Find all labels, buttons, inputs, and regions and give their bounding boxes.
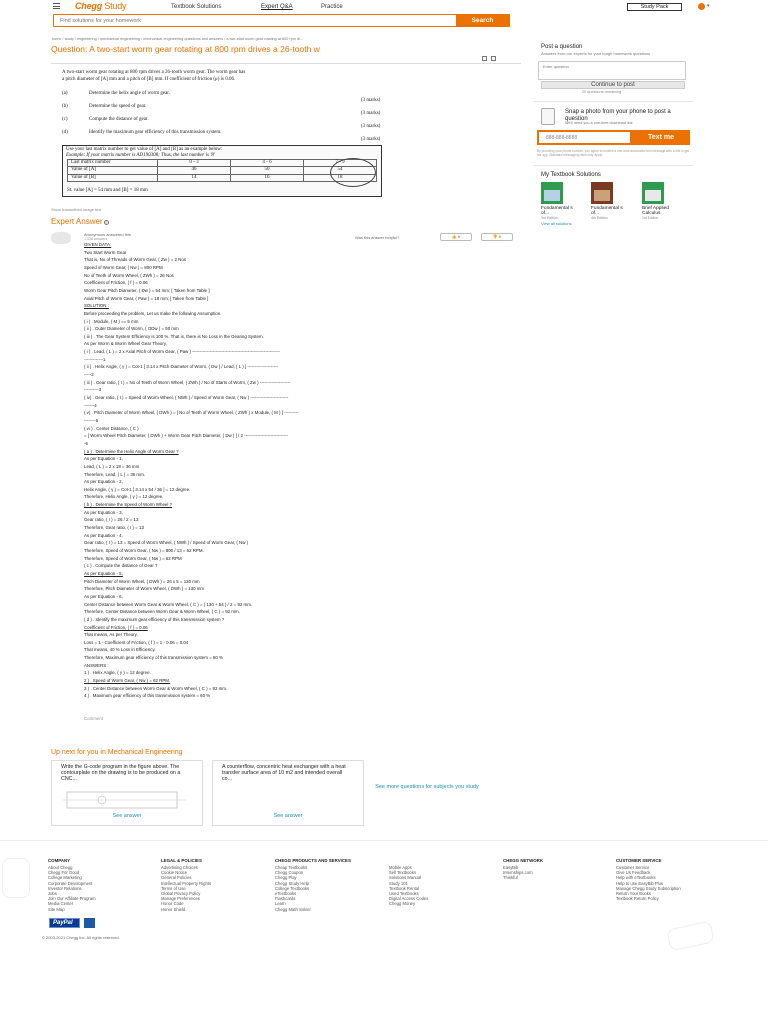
answer-line: That means, 40 % Loss in Efficiency. xyxy=(84,647,156,653)
phone-number-input[interactable] xyxy=(537,130,632,145)
answer-line: As per Equation - 4, xyxy=(84,532,123,538)
more-questions-card[interactable] xyxy=(365,760,489,826)
answer-line: As per Worm & Worm Wheel Gear Theory, xyxy=(84,341,167,347)
search-input[interactable] xyxy=(56,16,456,26)
footer-link[interactable]: Investor Relations xyxy=(48,885,82,891)
expert-answer-heading xyxy=(51,217,109,227)
textbook-solutions-heading: My Textbook Solutions xyxy=(541,172,601,178)
footer-link[interactable]: Join Our Affiliate Program xyxy=(48,896,96,902)
part-c-marks: (3 marks) xyxy=(361,124,381,129)
divider xyxy=(51,63,521,64)
answer-line: ( d ) . Identify the maximum gear efficiency of this transmission system ? xyxy=(84,616,225,622)
answer-line: ANSWERS : xyxy=(84,662,109,668)
footer-column-heading: CHEGG PRODUCTS AND SERVICES xyxy=(275,858,351,863)
textbook-title[interactable]: Fundamental s of... xyxy=(541,206,573,217)
answer-line: ( i ) . Module, ( M ) == 5 mm xyxy=(84,318,139,324)
answer-line: ( b ) . Determine the Speed of Worm Wheel ? xyxy=(84,502,173,508)
snap-photo-subtext: We'll send you a one-time download link xyxy=(565,121,633,125)
search-bar xyxy=(53,14,510,27)
answer-line: Helix Angle, ( γ ) = Cot-1 [ 3.14 x 54 / 36 ] = 12 degree. xyxy=(84,486,191,492)
footer-link[interactable]: Internships.com xyxy=(503,870,533,876)
nav-textbook-solutions[interactable]: Textbook Solutions xyxy=(171,4,222,10)
footer-link[interactable]: Advertising Choices xyxy=(161,865,199,870)
footer-link[interactable]: Global Privacy Policy xyxy=(161,891,201,896)
logo-product: Study xyxy=(104,1,127,11)
answerer-name: Anonymous answered this xyxy=(84,232,131,237)
part-d-text: Identify the maximum gear efficiency of this transmission system. xyxy=(89,130,222,135)
hamburger-menu-icon[interactable] xyxy=(53,3,60,9)
question-input-placeholder: Enter question xyxy=(543,64,569,69)
table-cell: 4 - 6 xyxy=(231,160,304,167)
footer-link[interactable]: Honor Shield xyxy=(161,906,186,912)
table-cell: 50 xyxy=(231,167,304,174)
bookmark-icon[interactable] xyxy=(482,56,487,61)
answer-line: Therefore, Lead, ( L ) = 36 mm. xyxy=(84,471,145,477)
thumbs-down-button[interactable] xyxy=(481,233,513,241)
decorative-doodle xyxy=(666,921,715,952)
footer-link[interactable]: Intellectual Property Rights xyxy=(161,880,212,886)
part-c-text: Compute the distance of gear. xyxy=(89,117,149,122)
footer-link[interactable]: About Chegg xyxy=(48,865,73,870)
answer-line: As per Equation - 3, xyxy=(84,509,123,515)
part-d-label: (d) xyxy=(62,130,68,135)
footer-link[interactable]: General Policies xyxy=(161,875,192,881)
answer-line: As per Equation - 2, xyxy=(84,479,123,485)
post-question-heading: Post a question xyxy=(541,44,583,50)
textbook-cover[interactable] xyxy=(591,182,613,204)
down-count: 0 xyxy=(498,234,502,239)
footer-column-heading: LEGAL & POLICIES xyxy=(161,858,202,863)
answer-line: SOLUTION : xyxy=(84,303,109,309)
phone-placeholder: 888-888-8888 xyxy=(546,135,578,141)
footer-link[interactable]: Flashcards xyxy=(275,896,296,902)
question-input[interactable] xyxy=(538,61,686,80)
highlight-circle xyxy=(330,158,376,187)
footer-column-heading: CHEGG NETWORK xyxy=(503,858,544,863)
answer-line: Therefore, Maximum gear efficiency of this transmission system = 60 % xyxy=(84,655,223,661)
answer-line: Therefore, Helix Angle, ( γ ) = 12 degree. xyxy=(84,494,164,500)
footer-link[interactable]: Study 101 xyxy=(389,880,408,886)
footer-link[interactable]: Sell Textbooks xyxy=(389,870,416,876)
footer-link[interactable]: Chegg Play xyxy=(275,875,297,881)
answer-line: = [ Worm Wheel Pitch Diameter, ( DWh ) + Worm Gear Pitch Diameter, ( Dw ) ] / 2 ------------------------------ xyxy=(84,433,288,439)
answer-line: No of Teeth of Worm Wheel, ( ZWh ) = 26 Nos xyxy=(84,272,174,278)
part-d-marks: (3 marks) xyxy=(361,137,381,142)
footer-link[interactable]: Textbook Rental xyxy=(389,885,420,891)
share-icon[interactable] xyxy=(491,56,496,61)
top-bar xyxy=(0,0,768,13)
answer-line: ( ii ) . Outer Diameter of Worm, ( ODw ) = 50 mm xyxy=(84,326,179,332)
footer-link[interactable]: Cheap Textbooks xyxy=(275,865,308,870)
thumbs-up-button[interactable] xyxy=(440,233,472,241)
answer-line: As per Equation - 5, xyxy=(84,570,123,576)
study-pack-button[interactable]: Study Pack xyxy=(627,3,682,11)
footer-link[interactable]: eTextbooks xyxy=(275,891,297,896)
up-next-heading: Up next for you in Mechanical Engineering xyxy=(51,749,183,756)
footer-link[interactable]: Manage Chegg Study Subscription xyxy=(616,885,681,891)
footer-divider xyxy=(0,840,768,841)
question-title: Question: A two-start worm gear rotating at 800 rpm drives a 26-tooth w xyxy=(51,44,320,54)
answer-line: ( iii ) . The Gear System Efficiency is 100 %. That is, there is No Loss in the Gearing System. xyxy=(84,333,264,339)
footer-link[interactable]: Give Us Feedback xyxy=(616,870,651,876)
answer-line: That is, No of Threads of Worm Gear, ( Zw ) = 2 Nos xyxy=(84,257,186,263)
avatar xyxy=(51,232,71,244)
card-text: Write the G-code program in the figure above. The contourplate on the drawing is to be produced on a CNC... xyxy=(61,764,181,783)
answer-line: Worm Gear Pitch Diameter, ( Dw ) = 54 mm; [ Taken from Table ] xyxy=(84,287,210,293)
textbook-edition: 4th Edition xyxy=(591,216,608,220)
show-transcribed-image-link[interactable]: Show transcribed image text xyxy=(51,207,102,212)
table-cell: Last matrix number xyxy=(68,160,158,167)
footer-link[interactable]: Help to use EasyBib Plus xyxy=(616,880,664,886)
bbb-badge-icon xyxy=(84,918,95,928)
answer-line: 1 ) . Helix Angle, ( γ ) = 12 degree. xyxy=(84,670,151,676)
table-cell: 46 xyxy=(158,167,231,174)
footer-link[interactable]: Corporate Development xyxy=(48,880,93,886)
answer-line: Therefore, Gear ratio, ( I ) = 13 xyxy=(84,525,144,531)
footer-link[interactable]: Chegg Study Help xyxy=(275,880,309,886)
footer-link[interactable]: College Marketing xyxy=(48,875,82,881)
question-card[interactable] xyxy=(212,760,364,826)
part-a-text: Determine the helix angle of worm gear. xyxy=(89,91,170,96)
answer-line: --------5 xyxy=(84,417,99,423)
answer-line: Pitch Diameter of Worm Wheel, ( DWh ) = 26 x 5 = 130 mm xyxy=(84,578,200,584)
answer-line: GIVEN DATA: xyxy=(84,242,112,247)
answer-line: 3 ) . Center Distance between Worm Gear & Worm Wheel, ( C ) = 92 mm. xyxy=(84,685,228,691)
footer-link[interactable]: Honor Code xyxy=(161,901,184,907)
answerer-count: 1,538 answers xyxy=(84,237,108,241)
answer-line: Gear ratio, ( I ) = 26 / 2 = 13 xyxy=(84,517,139,523)
part-a-label: (a) xyxy=(62,91,68,96)
thumbs-up-icon: 👍 xyxy=(451,234,457,239)
up-count: 0 xyxy=(457,234,461,239)
answer-line: ( a ) . Determine the Helix Angle of Worm Gear ? xyxy=(84,448,179,454)
table-cell: 54 xyxy=(304,167,377,174)
thumbs-down-icon: 👎 xyxy=(492,234,498,239)
answer-line: Therefore, Pitch Diameter of Worm Wheel, ( DWh ) = 130 mm xyxy=(84,586,205,592)
footer-link[interactable]: Return Your Books xyxy=(616,891,651,896)
question-intro-line-2: a pitch diameter of [A] mm and a pitch of [B] mm. If coefficient of friction (μ) is 0.06. xyxy=(62,77,236,82)
text-me-button[interactable]: Text me xyxy=(632,130,690,145)
answer-line: ( iii ) . Gear ratio, ( I ) = No of Teeth of Worm Wheel, ( ZWh ) / No of Starts of Worm, ( Zw ) --------------------- xyxy=(84,379,291,385)
answer-line: 2 ) . Speed of Worm Gear, ( Nw ) = 62 RPM. xyxy=(84,678,171,684)
card-text: A counterflow, concentric heat exchanger with a heat transfer surface area of 10 m2 and intended overall co... xyxy=(222,764,346,783)
table-footer: St. value [A] = 54 mm and [B] = 18 mm xyxy=(67,188,148,193)
answer-line: As per Equation - 1, xyxy=(84,456,123,462)
answer-line: Loss = 1 - Coefficient of Friction, ( f ) = 1 - 0.06 = 0.04 xyxy=(84,639,189,645)
answer-line: ( vi ) . Center Distance, ( C ) xyxy=(84,425,139,431)
footer-link[interactable]: Terms of Use xyxy=(161,885,186,891)
textbook-edition: 3rd Edition xyxy=(541,216,558,220)
question-intro-line-1: A two-start worm gear rotating at 800 rpm drives a 26-tooth worm gear. The worm gear has xyxy=(62,70,246,75)
footer-link[interactable]: Jobs xyxy=(48,891,57,896)
footer-link[interactable]: Chegg For Good xyxy=(48,870,80,876)
table-cell: 16 xyxy=(231,174,304,181)
see-answer-link[interactable]: See answer xyxy=(112,813,142,819)
answer-line: ( ii ) . Helix Angle, ( γ ) = Cot-1 [ 3.14 x Pitch Diameter of Worm, ( Dw ) / Lead, ( L ) ] --------------------- xyxy=(84,364,279,370)
breadcrumb[interactable]: home / study / engineering / mechanical engineering / mechanical engineering questions and answers / a two-start worm gear rotating at 800 rpm di... xyxy=(52,37,304,41)
footer-link[interactable]: Digital Access Codes xyxy=(389,896,429,902)
post-question-subtext: Answers from our experts for your tough homework questions xyxy=(541,51,651,56)
info-icon[interactable]: i xyxy=(105,220,107,226)
snap-photo-heading: Snap a photo from your phone to post a question xyxy=(565,109,671,122)
answer-line: -6 xyxy=(84,440,88,446)
part-b-marks: (3 marks) xyxy=(361,111,381,116)
footer-link[interactable]: Mobile Apps xyxy=(389,865,412,870)
nav-practice[interactable]: Practice xyxy=(321,4,343,10)
see-answer-link[interactable]: See answer xyxy=(273,813,303,819)
answer-line: ----------3 xyxy=(84,387,102,393)
footer-link[interactable]: Manage Preferences xyxy=(161,896,200,902)
answer-line: ( i ) . Lead, ( L ) = 2 x Axial Pitch of Worm Gear, ( Paw ) ------------------------------------------------------------ xyxy=(84,349,280,355)
paypal-text: PayPal xyxy=(53,920,73,926)
answer-line: Therefore, Center Distance between Worm Gear & Worm Wheel, ( C ) = 92 mm. xyxy=(84,609,240,615)
view-all-solutions-link[interactable]: View all solutions xyxy=(541,221,572,226)
footer-column-heading: COMPANY xyxy=(48,858,71,863)
continue-to-post-button[interactable]: Continue to post xyxy=(541,81,685,89)
footer-link[interactable]: Chegg Math Solver xyxy=(275,906,311,912)
chevron-down-icon[interactable]: ▾ xyxy=(707,3,710,9)
fine-print: By providing your phone number, you agree to receive a one-time automated text message with a link to get the app. Standard messaging rates may apply. xyxy=(537,149,690,157)
answer-line: -------4 xyxy=(84,402,97,408)
table-instruction: Use your last matrix number to get value of [A] and [B] as an example below: xyxy=(66,147,223,152)
answer-line: -------------1 xyxy=(84,356,106,362)
textbook-cover[interactable] xyxy=(541,182,563,204)
comment-link[interactable]: Comment xyxy=(84,716,104,721)
chegg-logo[interactable] xyxy=(75,1,126,12)
expert-answer-title: Expert Answer xyxy=(51,217,103,226)
question-actions xyxy=(482,56,502,62)
divider xyxy=(533,165,693,166)
table-cell: 7 - 9 xyxy=(304,160,377,167)
footer-column-heading: CUSTOMER SERVICE xyxy=(616,858,662,863)
footer-link[interactable]: Chegg Money xyxy=(389,901,416,907)
answer-line: Center Distance between Worm Gear & Worm Wheel, ( C ) = ( 130 + 54 ) / 2 = 92 mm. xyxy=(84,601,253,607)
table-cell: 18 xyxy=(304,174,377,181)
user-avatar-icon[interactable] xyxy=(698,3,705,10)
footer-link[interactable]: EasyBib xyxy=(503,865,519,870)
answer-line: Axial Pitch of Worm Gear, ( Paw ) = 18 mm; [ Taken from Table ] xyxy=(84,295,209,301)
part-c-label: (c) xyxy=(62,117,68,122)
answer-line: Two Start Worm Gear xyxy=(84,249,127,255)
answer-line: ( c ) . Compute the distance of Gear ? xyxy=(84,563,158,569)
phone-icon xyxy=(541,108,555,125)
footer-link[interactable]: Solutions Manual xyxy=(389,875,422,881)
questions-remaining: 20 questions remaining xyxy=(582,90,622,94)
footer-link[interactable]: Media Center xyxy=(48,901,74,907)
footer-link[interactable]: Thinkful xyxy=(503,875,518,881)
textbook-edition: 1st Edition xyxy=(642,216,659,220)
part-b-text: Determine the speed of gear. xyxy=(89,104,147,109)
textbook-cover[interactable] xyxy=(642,182,664,204)
table-cell: Value of [B] xyxy=(68,174,158,181)
answer-line: ( iv) . Gear ratio, ( I ) = Speed of Worm Wheel, ( NWh ) / Speed of Worm Gear, ( Nw ) -------------------------- xyxy=(84,395,289,400)
decorative-doodle xyxy=(2,858,30,898)
answer-line: Speed of Worm Gear, ( Nw ) = 800 RPM xyxy=(84,264,163,270)
paypal-badge xyxy=(49,918,80,928)
table-row xyxy=(68,160,377,167)
answer-line: ( v) . Pitch Diameter of Worm Wheel, ( DWh ) = [ No of Teeth of Worm Wheel, ( ZWh ) x Module, ( M ) ] ---------- xyxy=(84,410,299,416)
answer-line: That means, As per Theory, xyxy=(84,632,138,638)
nav-expert-qa[interactable]: Expert Q&A xyxy=(261,4,293,10)
answer-line: Therefore, Speed of Worm Gear, ( Nw ) = 800 / 13 = 62 RPM. xyxy=(84,548,204,553)
answer-line: Lead, ( L ) = 2 x 18 = 36 mm xyxy=(84,463,140,469)
answer-line: 4 ) . Maximum gear efficiency of this transmission system = 60 % xyxy=(84,693,211,699)
footer-link[interactable]: College Textbooks xyxy=(275,885,310,891)
answer-line: Coefficient of Friction, ( f ) = 0.06 xyxy=(84,624,148,630)
footer-link[interactable]: Textbook Return Policy xyxy=(616,896,659,902)
helpful-prompt: Was this answer helpful? xyxy=(355,235,400,240)
see-more-questions-link[interactable]: See more questions for subjects you study xyxy=(375,784,479,790)
part-b-label: (b) xyxy=(62,104,68,109)
answer-line: As per Equation - 6, xyxy=(84,593,123,599)
table-cell: 0 - 3 xyxy=(158,160,231,167)
table-example: Example: If your matrix number is AD190308; Thus, the last number is '8' xyxy=(66,153,215,158)
footer-link[interactable]: Used Textbooks xyxy=(389,891,419,896)
part-a-marks: (3 marks) xyxy=(361,98,381,103)
answer-line: Before proceeding the problem, Let us make the following Assumption. xyxy=(84,310,222,316)
logo-brand: Chegg xyxy=(75,1,102,11)
copyright: © 2003-2021 Chegg Inc. All rights reserved. xyxy=(42,935,120,940)
matrix-table-box xyxy=(62,145,382,197)
table-cell: 14 xyxy=(158,174,231,181)
answer-line: Coefficient of Friction, ( f ) = 0.06 xyxy=(84,280,148,286)
footer-link[interactable]: Cookie Notice xyxy=(161,870,188,876)
table-cell: Value of [A] xyxy=(68,167,158,174)
footer-link[interactable]: Site Map xyxy=(48,906,65,912)
divider xyxy=(533,101,693,102)
answer-line: Gear ratio, ( I ) = 13 = Speed of Worm Wheel, ( NWh ) / Speed of Worm Gear, ( Nw ) xyxy=(84,540,249,546)
footer-link[interactable]: Customer Service xyxy=(616,865,650,870)
footer-link[interactable]: Help with eTextbooks xyxy=(616,875,656,881)
search-button[interactable]: Search xyxy=(456,15,509,26)
textbook-title[interactable]: Fundamental s of... xyxy=(591,206,623,217)
answer-line: -----2 xyxy=(84,372,94,378)
footer-link[interactable]: Learn xyxy=(275,901,286,907)
answer-line: Therefore, Speed of Worm Gear, ( Nw ) = 62 RPM xyxy=(84,555,182,561)
textbook-title[interactable]: Brief Applied Calculus xyxy=(642,206,669,217)
question-card[interactable] xyxy=(51,760,203,826)
gcode-drawing-icon xyxy=(62,789,192,811)
footer-link[interactable]: Chegg Coupon xyxy=(275,870,304,876)
